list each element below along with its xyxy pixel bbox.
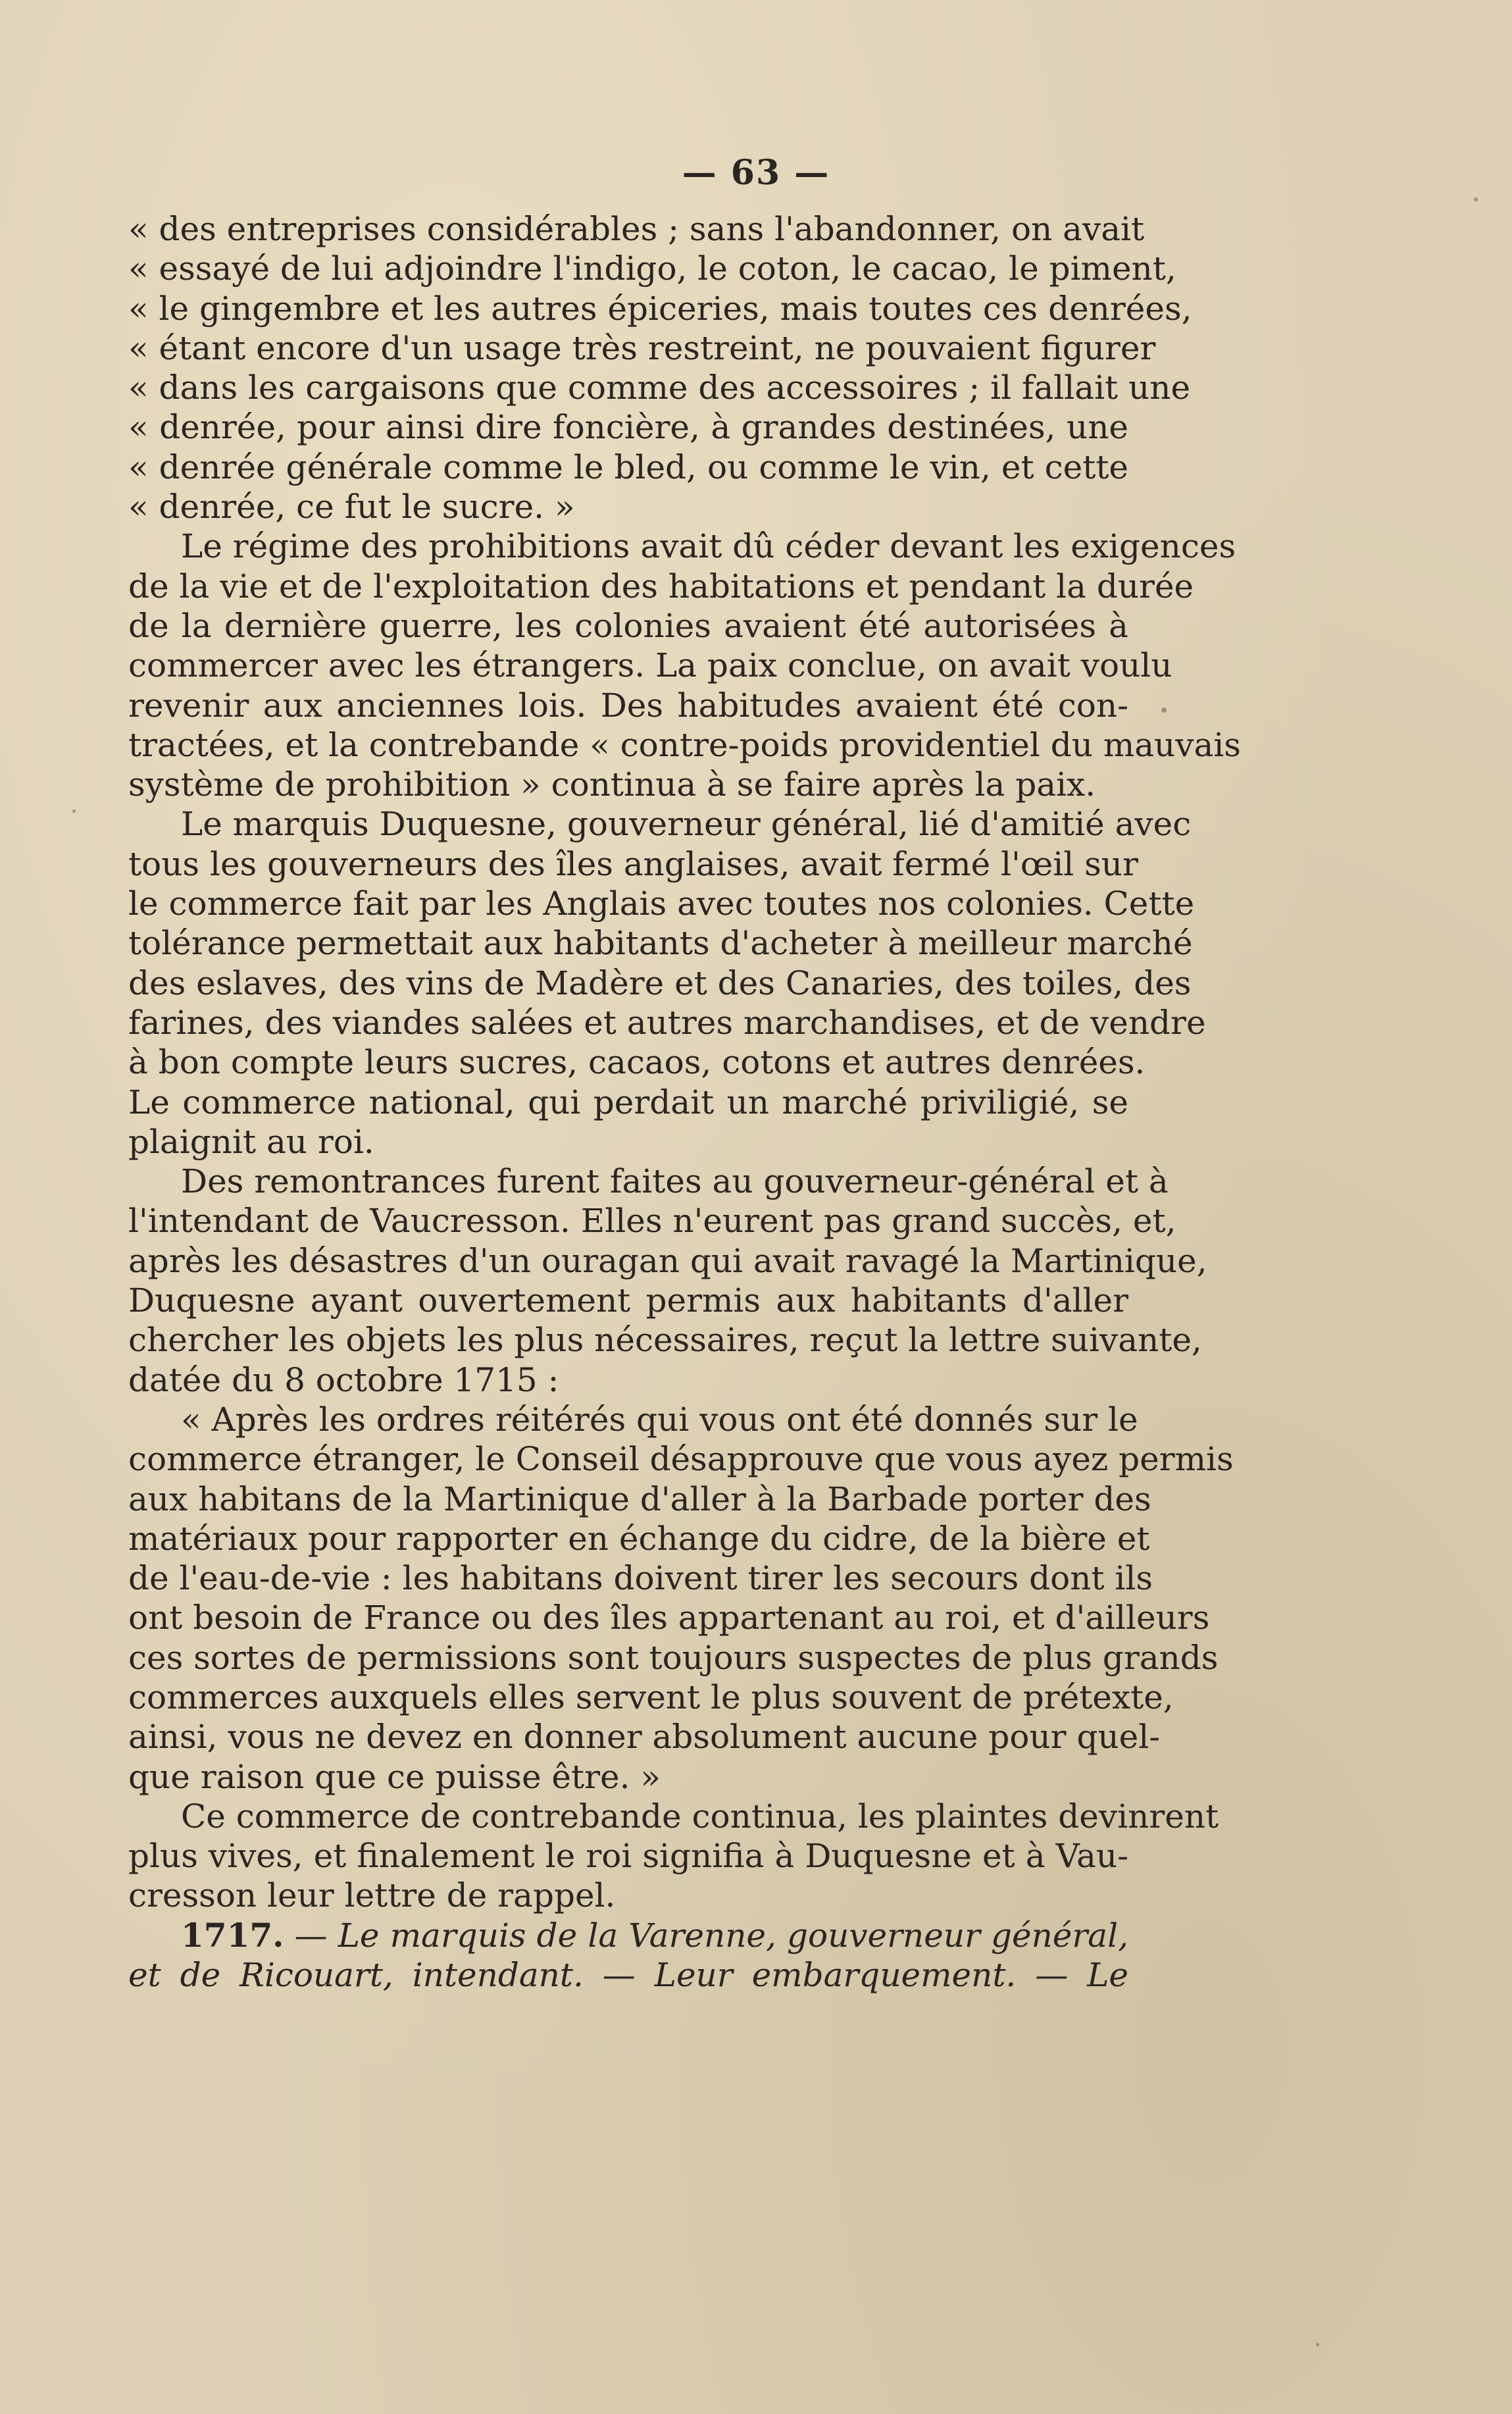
text-line: Le régime des prohibitions avait dû céder devant les exigences — [181, 527, 1236, 566]
section-title: — Le marquis de la Varenne, gouverneur général, — [284, 1916, 1128, 1955]
text-line: « Après les ordres réitérés qui vous ont été donnés sur le — [181, 1400, 1138, 1439]
text-line: commerce étranger, le Conseil désapprouve que vous ayez permis — [128, 1440, 1234, 1479]
text-line: de la vie et de l'exploitation des habitations et pendant la durée — [128, 567, 1194, 605]
text-line: tous les gouverneurs des îles anglaises, avait fermé l'œil sur — [128, 844, 1138, 883]
text-line: « denrée, ce fut le sucre. » — [128, 488, 575, 526]
text-line: Le marquis Duquesne, gouverneur général, lié d'amitié avec — [181, 805, 1192, 844]
text-line: « étant encore d'un usage très restreint, ne pouvaient figurer — [128, 328, 1156, 367]
section-year: 1717. — [181, 1915, 284, 1955]
paper-speck — [1161, 707, 1167, 713]
paper-speck — [1316, 2343, 1319, 2346]
paper-speck — [72, 809, 76, 813]
text-line: ont besoin de France ou des îles appartenant au roi, et d'ailleurs — [128, 1599, 1210, 1637]
text-line: farines, des viandes salées et autres marchandises, et de vendre — [128, 1003, 1206, 1042]
text-line: revenir aux anciennes lois. Des habitudes avaient été con- — [128, 686, 1128, 725]
text-line: plaignit au roi. — [128, 1122, 374, 1161]
text-line: « dans les cargaisons que comme des accessoires ; il fallait une — [128, 369, 1191, 407]
body-text — [128, 209, 1241, 1995]
text-line: après les désastres d'un ouragan qui avait ravagé la Martinique, — [128, 1241, 1207, 1280]
text-line: plus vives, et finalement le roi signifia à Duquesne et à Vau- — [128, 1837, 1128, 1876]
text-line: « denrée, pour ainsi dire foncière, à grandes destinées, une — [128, 408, 1128, 447]
text-line: « essayé de lui adjoindre l'indigo, le coton, le cacao, le piment, — [128, 249, 1176, 288]
text-line: ainsi, vous ne devez en donner absolument aucune pour quel- — [128, 1718, 1161, 1757]
text-line: Le commerce national, qui perdait un marché priviligié, se — [128, 1083, 1128, 1121]
text-line: tractées, et la contrebande « contre-poids providentiel du mauvais — [128, 725, 1241, 764]
paper-speck — [1474, 197, 1478, 201]
text-line: « des entreprises considérables ; sans l'abandonner, on avait — [128, 210, 1145, 248]
section-heading-line — [128, 1916, 1128, 1955]
page-number: — 63 — — [682, 153, 830, 193]
text-line: datée du 8 octobre 1715 : — [128, 1360, 559, 1399]
text-line: commercer avec les étrangers. La paix conclue, on avait voulu — [128, 646, 1172, 685]
text-line: le commerce fait par les Anglais avec toutes nos colonies. Cette — [128, 885, 1195, 923]
text-line: Duquesne ayant ouvertement permis aux habitants d'aller — [128, 1281, 1128, 1320]
text-line: « le gingembre et les autres épiceries, mais toutes ces denrées, — [128, 289, 1192, 328]
text-line: chercher les objets les plus nécessaires, reçut la lettre suivante, — [128, 1321, 1202, 1360]
text-line: de la dernière guerre, les colonies avaient été autorisées à — [128, 606, 1128, 645]
text-line: « denrée générale comme le bled, ou comme le vin, et cette — [128, 448, 1128, 486]
text-line: ces sortes de permissions sont toujours suspectes de plus grands — [128, 1638, 1219, 1677]
text-line: matériaux pour rapporter en échange du cidre, de la bière et — [128, 1519, 1150, 1558]
text-line: aux habitans de la Martinique d'aller à la Barbade porter des — [128, 1479, 1151, 1518]
text-line: de l'eau-de-vie : les habitans doivent tirer les secours dont ils — [128, 1559, 1153, 1598]
text-line: à bon compte leurs sucres, cacaos, cotons et autres denrées. — [128, 1043, 1146, 1082]
text-line: tolérance permettait aux habitants d'acheter à meilleur marché — [128, 924, 1193, 963]
text-line: que raison que ce puisse être. » — [128, 1757, 661, 1796]
text-line: Des remontrances furent faites au gouverneur-général et à — [181, 1162, 1169, 1201]
text-line: système de prohibition » continua à se faire après la paix. — [128, 765, 1096, 804]
text-line: des eslaves, des vins de Madère et des Canaries, des toiles, des — [128, 963, 1192, 1002]
text-line: Ce commerce de contrebande continua, les plaintes devinrent — [181, 1797, 1219, 1836]
text-line: commerces auxquels elles servent le plus souvent de prétexte, — [128, 1678, 1174, 1716]
text-line: l'intendant de Vaucresson. Elles n'eurent pas grand succès, et, — [128, 1202, 1176, 1241]
text-line: cresson leur lettre de rappel. — [128, 1876, 616, 1915]
section-heading-line: et de Ricouart, intendant. — Leur embarquement. — Le — [128, 1956, 1128, 1995]
